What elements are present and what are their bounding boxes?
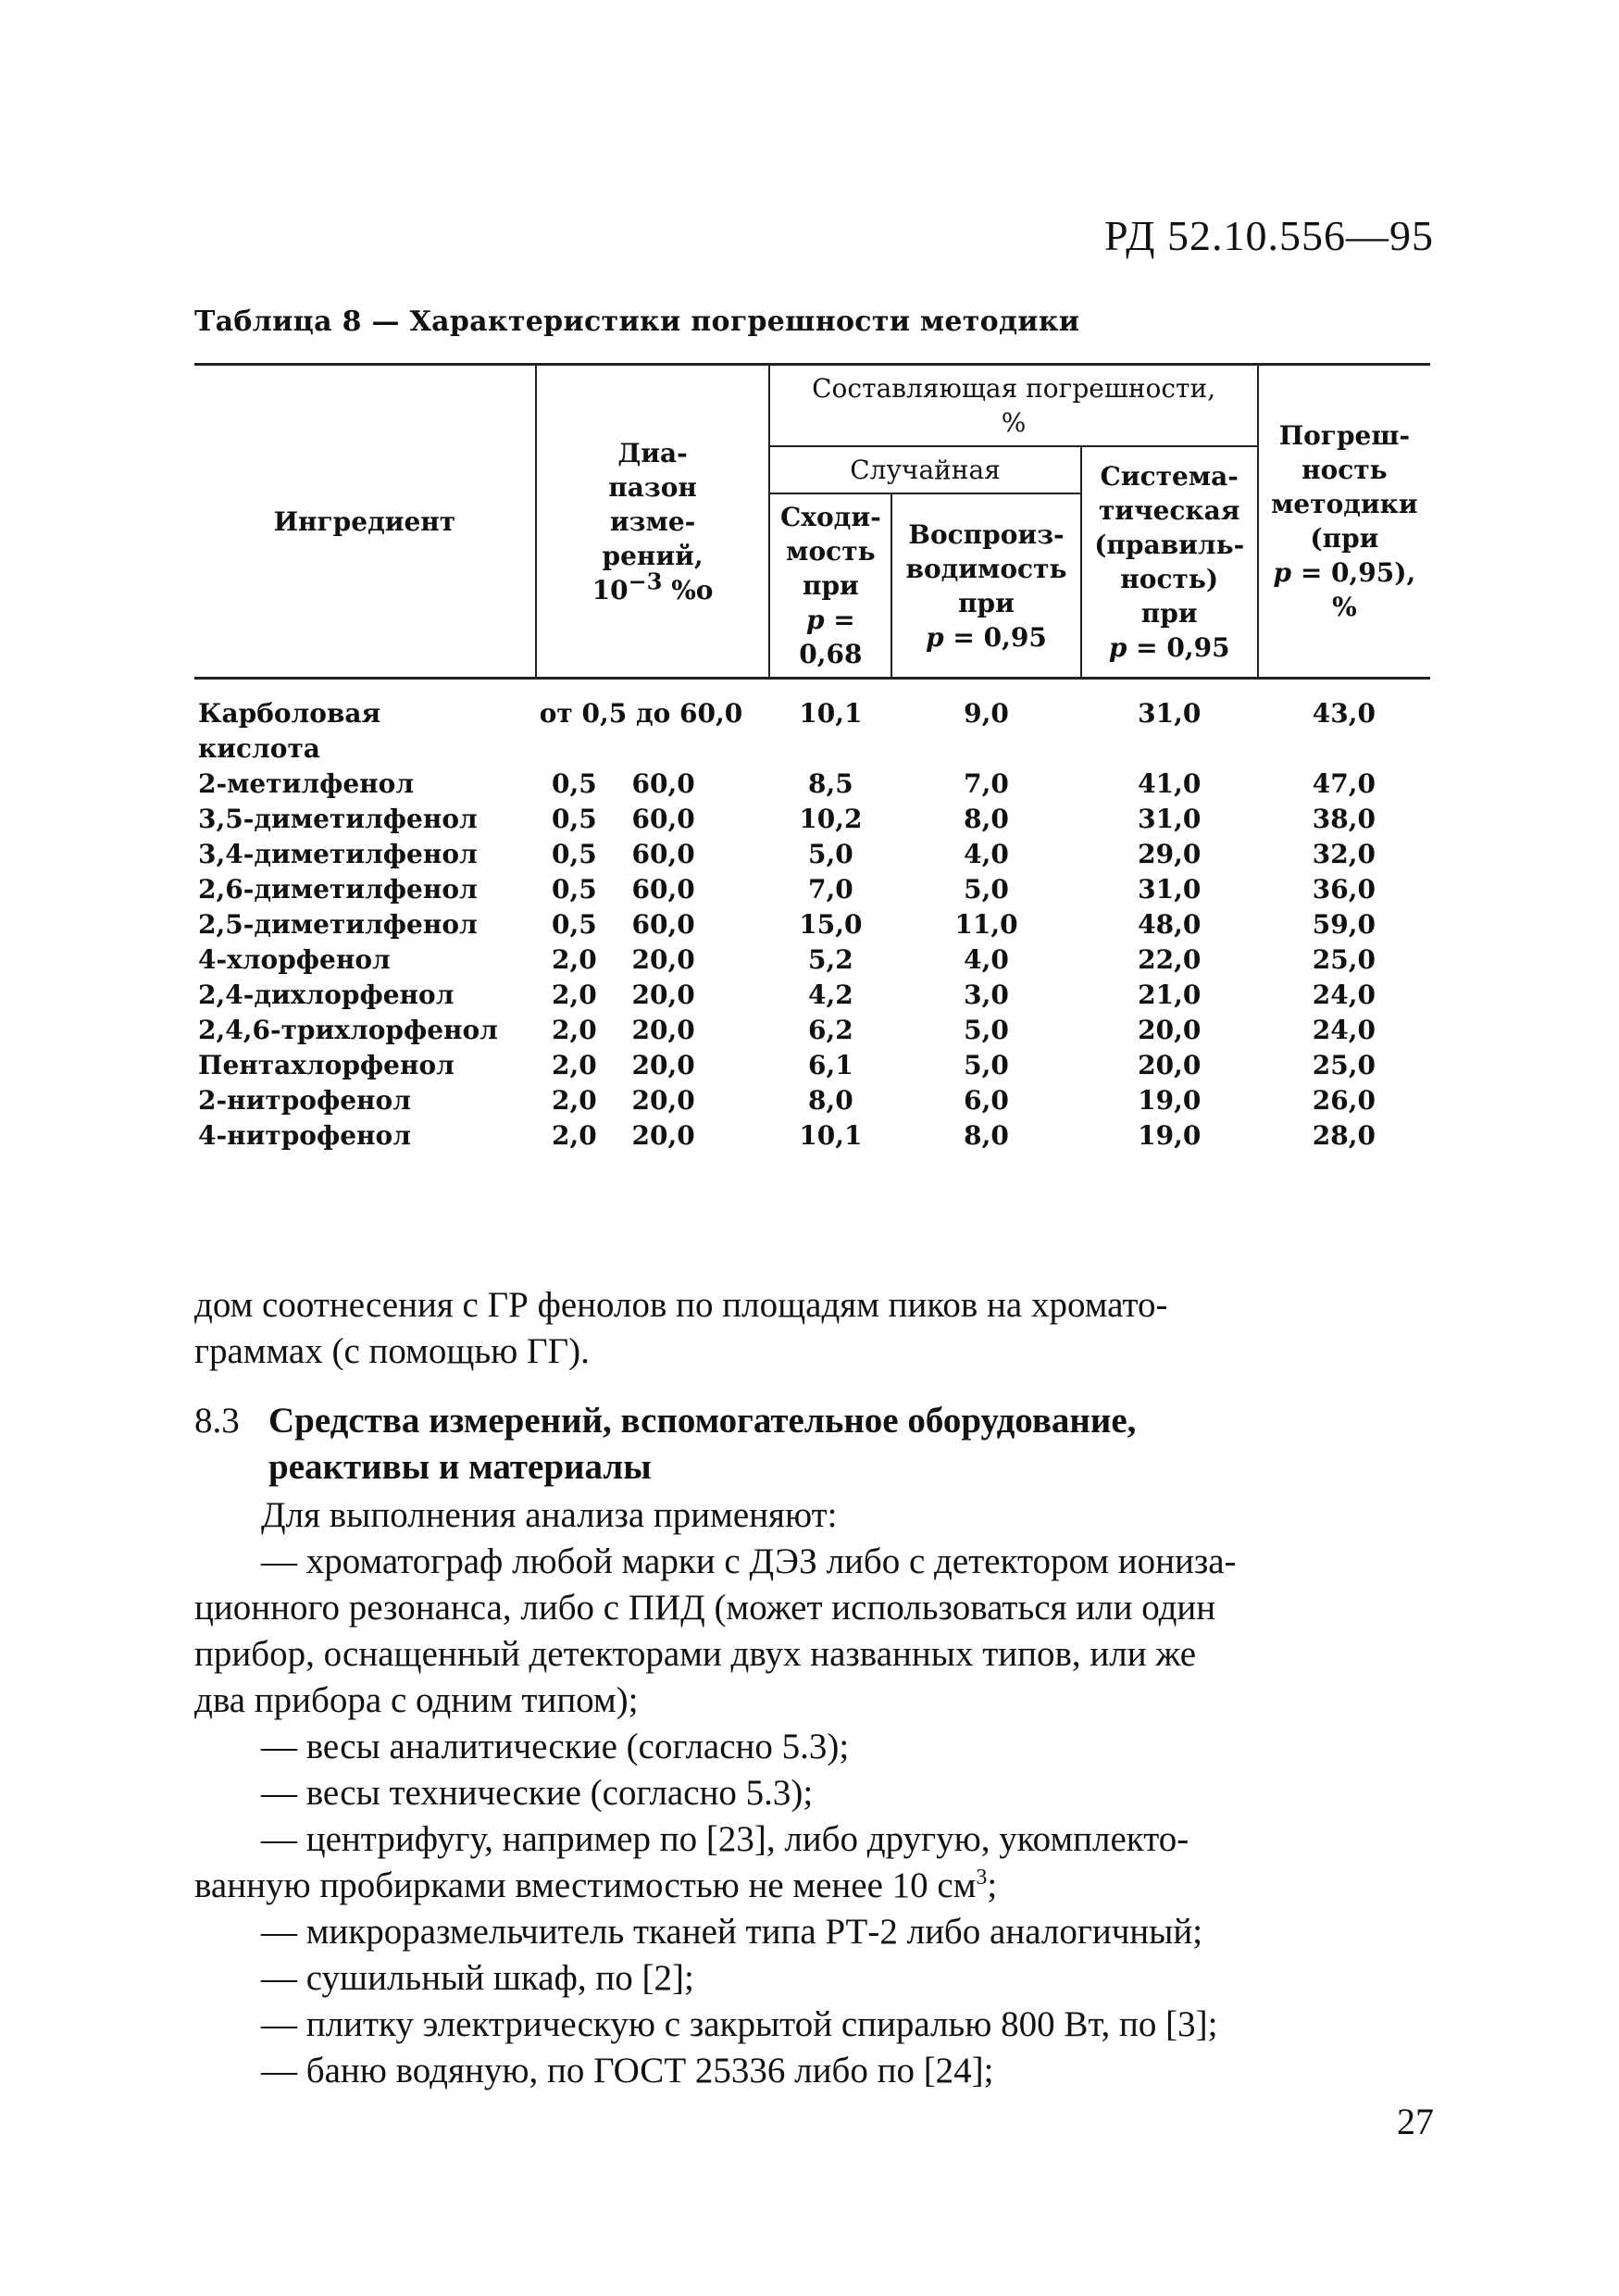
range-to: 60,0	[631, 874, 695, 905]
list-line: два прибора с одним типом);	[194, 1680, 639, 1720]
range-cell	[536, 907, 770, 942]
paragraph-continuation	[194, 1282, 1430, 1375]
range-to: 20,0	[631, 1120, 695, 1151]
range-cell	[536, 679, 770, 767]
range-from: 2,0	[552, 980, 597, 1010]
list-line: — сушильный шкаф, по [2];	[261, 1958, 694, 1998]
table-row	[194, 1048, 1430, 1083]
systematic-cell: 41,0	[1138, 768, 1202, 799]
range-to: 60,0	[631, 768, 695, 799]
reproducibility-cell: 8,0	[964, 804, 1009, 834]
ingredient-cell: 2-метилфенол	[198, 768, 415, 799]
ingredient-cell: 2,4-дихлорфенол	[198, 980, 455, 1010]
table-row	[194, 837, 1430, 872]
header-ingredient: Ингредиент	[194, 365, 536, 679]
range-from: 0,5	[552, 909, 597, 940]
list-line: ционного резонанса, либо с ПИД (может использоваться или один	[194, 1588, 1216, 1628]
range-from: 2,0	[552, 1050, 597, 1080]
total-error-cell: 59,0	[1312, 909, 1376, 940]
repeatability-cell: 10,1	[799, 698, 863, 729]
equipment-list	[194, 1492, 1430, 2094]
header-systematic: Система- тическая (правиль- ность) при p = 0,95	[1081, 446, 1258, 679]
header-repeatability: Сходи- мость при p = 0,68	[769, 493, 891, 679]
total-error-cell: 28,0	[1312, 1120, 1376, 1151]
reproducibility-cell: 7,0	[964, 768, 1009, 799]
systematic-cell: 20,0	[1138, 1015, 1202, 1045]
total-error-cell: 24,0	[1312, 1015, 1376, 1045]
ingredient-cell: Пентахлорфенол	[198, 1050, 455, 1080]
reproducibility-cell: 5,0	[964, 874, 1009, 905]
systematic-cell: 31,0	[1138, 698, 1202, 729]
reproducibility-cell: 4,0	[964, 839, 1009, 869]
table-row	[194, 679, 1430, 767]
systematic-cell: 22,0	[1138, 944, 1202, 975]
table-row	[194, 978, 1430, 1013]
section-title-line: реактивы и материалы	[268, 1447, 652, 1487]
systematic-cell: 48,0	[1138, 909, 1202, 940]
range-from: 0,5	[552, 768, 597, 799]
range-to: 20,0	[631, 1050, 695, 1080]
table-row	[194, 802, 1430, 837]
ingredient-cell: 2-нитрофенол	[198, 1085, 411, 1116]
total-error-cell: 43,0	[1312, 698, 1376, 729]
total-error-cell: 25,0	[1312, 1050, 1376, 1080]
repeatability-cell: 7,0	[808, 874, 853, 905]
total-error-cell: 26,0	[1312, 1085, 1376, 1116]
range-cell	[536, 978, 770, 1013]
range-cell	[536, 837, 770, 872]
systematic-cell: 31,0	[1138, 804, 1202, 834]
systematic-cell: 20,0	[1138, 1050, 1202, 1080]
range-from: 2,0	[552, 1085, 597, 1116]
ingredient-cell: 2,4,6-трихлорфенол	[198, 1015, 498, 1045]
header-reproducibility: Воспроиз- водимость при p = 0,95	[891, 493, 1080, 679]
ingredient-cell: 2,6-диметилфенол	[198, 874, 478, 905]
range-to: 20,0	[631, 1085, 695, 1116]
range-from: 2,0	[552, 1120, 597, 1151]
reproducibility-cell: 3,0	[964, 980, 1009, 1010]
total-error-cell: 24,0	[1312, 980, 1376, 1010]
range-cell	[536, 767, 770, 802]
repeatability-cell: 4,2	[808, 980, 853, 1010]
repeatability-cell: 5,0	[808, 839, 853, 869]
range-from: 2,0	[552, 1015, 597, 1045]
range-to: 60,0	[631, 909, 695, 940]
list-line: ванную пробирками вместимостью не менее 10 $см^3$;	[194, 1866, 998, 1905]
range-to: 20,0	[631, 980, 695, 1010]
table-row	[194, 942, 1430, 978]
range-cell	[536, 1013, 770, 1048]
repeatability-cell: 8,0	[808, 1085, 853, 1116]
list-line: — весы аналитические (согласно 5.3);	[261, 1727, 850, 1766]
total-error-cell: 47,0	[1312, 768, 1376, 799]
header-range: Диа- пазон изме- рений, $10^{-3}$ %o	[536, 365, 770, 679]
table-row	[194, 1083, 1430, 1118]
table-caption: Таблица 8 — Характеристики погрешности методики	[194, 306, 1080, 338]
header-random: Случайная	[769, 446, 1080, 493]
repeatability-cell: 10,2	[799, 804, 863, 834]
range-cell	[536, 1048, 770, 1083]
ingredient-cell: 4-нитрофенол	[198, 1120, 411, 1151]
reproducibility-cell: 5,0	[964, 1050, 1009, 1080]
table-row	[194, 767, 1430, 802]
list-line: — центрифугу, например по [23], либо другую, укомплекто-	[261, 1819, 1189, 1859]
reproducibility-cell: 4,0	[964, 944, 1009, 975]
range-from: 2,0	[552, 944, 597, 975]
ingredient-cell: Карболовая кислота	[198, 698, 381, 764]
total-error-cell: 25,0	[1312, 944, 1376, 975]
list-line: — весы технические (согласно 5.3);	[261, 1773, 814, 1813]
range-cell	[536, 942, 770, 978]
section-heading	[194, 1398, 1136, 1491]
list-line: — хроматограф любой марки с ДЭЗ либо с детектором иониза-	[261, 1541, 1237, 1581]
range-cell	[536, 802, 770, 837]
reproducibility-cell: 9,0	[964, 698, 1009, 729]
total-error-cell: 36,0	[1312, 874, 1376, 905]
paragraph-line: граммах (с помощью ГГ).	[194, 1331, 590, 1371]
range-cell	[536, 1118, 770, 1154]
reproducibility-cell: 6,0	[964, 1085, 1009, 1116]
repeatability-cell: 15,0	[799, 909, 863, 940]
reproducibility-cell: 8,0	[964, 1120, 1009, 1151]
range-from: 0,5	[552, 874, 597, 905]
reproducibility-cell: 5,0	[964, 1015, 1009, 1045]
range-to: 20,0	[631, 944, 695, 975]
list-line: прибор, оснащенный детекторами двух названных типов, или же	[194, 1634, 1197, 1674]
header-total-error: Погреш- ность методики (при p = 0,95), %	[1258, 365, 1430, 679]
range-from: 0,5	[552, 839, 597, 869]
table-row	[194, 1013, 1430, 1048]
ingredient-cell: 3,4-диметилфенол	[198, 839, 478, 869]
ingredient-cell: 2,5-диметилфенол	[198, 909, 478, 940]
systematic-cell: 21,0	[1138, 980, 1202, 1010]
range-from: 0,5	[552, 804, 597, 834]
total-error-cell: 32,0	[1312, 839, 1376, 869]
table-row	[194, 1118, 1430, 1154]
list-line: Для выполнения анализа применяют:	[261, 1495, 838, 1535]
repeatability-cell: 6,2	[808, 1015, 853, 1045]
range-to: 60,0	[631, 839, 695, 869]
error-characteristics-table	[194, 363, 1430, 1154]
range-cell-text: от 0,5 до 60,0	[539, 698, 743, 729]
systematic-cell: 19,0	[1138, 1085, 1202, 1116]
page-number: 27	[1397, 2101, 1434, 2142]
table-row	[194, 907, 1430, 942]
systematic-cell: 29,0	[1138, 839, 1202, 869]
repeatability-cell: 5,2	[808, 944, 853, 975]
ingredient-cell: 4-хлорфенол	[198, 944, 391, 975]
repeatability-cell: 8,5	[808, 768, 853, 799]
range-cell	[536, 872, 770, 907]
reproducibility-cell: 11,0	[954, 909, 1018, 940]
header-error-component: Составляющая погрешности, %	[769, 365, 1257, 447]
repeatability-cell: 6,1	[808, 1050, 853, 1080]
table-row	[194, 872, 1430, 907]
repeatability-cell: 10,1	[799, 1120, 863, 1151]
document-number: РД 52.10.556—95	[1103, 212, 1434, 259]
systematic-cell: 31,0	[1138, 874, 1202, 905]
table-body	[194, 679, 1430, 1154]
ingredient-cell: 3,5-диметилфенол	[198, 804, 478, 834]
list-line: — микроразмельчитель тканей типа РТ-2 либо аналогичный;	[261, 1912, 1203, 1952]
systematic-cell: 19,0	[1138, 1120, 1202, 1151]
range-to: 60,0	[631, 804, 695, 834]
paragraph-line: дом соотнесения с ГР фенолов по площадям пиков на хромато-	[194, 1285, 1168, 1325]
section-number: 8.3	[194, 1401, 240, 1441]
total-error-cell: 38,0	[1312, 804, 1376, 834]
list-line: — плитку электрическую с закрытой спиралью 800 Вт, по [3];	[261, 2004, 1218, 2044]
range-to: 20,0	[631, 1015, 695, 1045]
section-title-line: Средства измерений, вспомогательное оборудование,	[268, 1401, 1137, 1441]
list-line: — баню водяную, по ГОСТ 25336 либо по [24];	[261, 2051, 994, 2090]
range-cell	[536, 1083, 770, 1118]
